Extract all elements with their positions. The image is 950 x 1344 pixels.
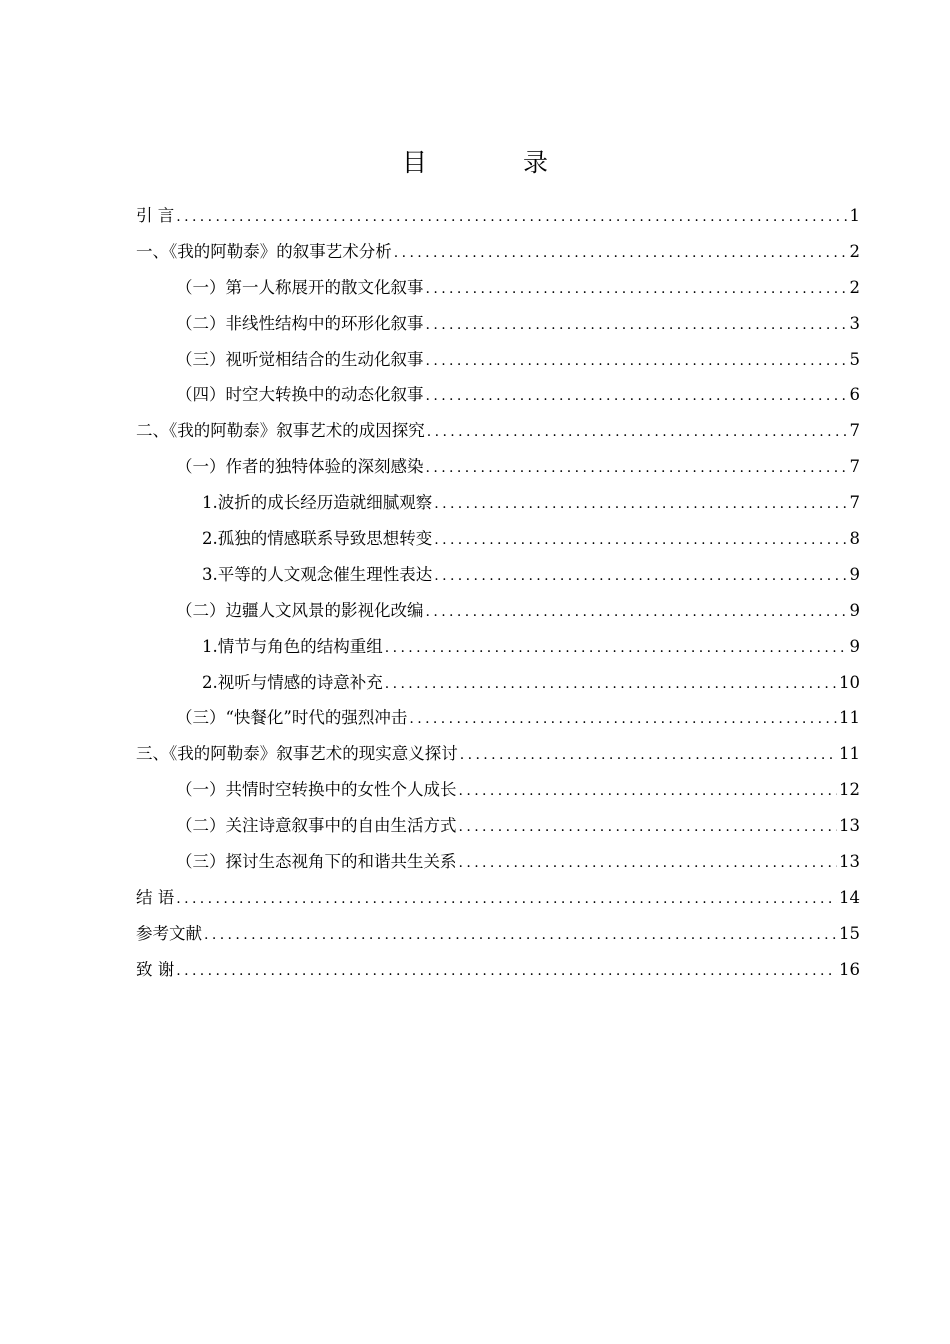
toc-entry-page-number: 11 bbox=[839, 744, 860, 764]
toc-entry[interactable] bbox=[136, 952, 860, 988]
toc-entry[interactable] bbox=[136, 413, 860, 449]
dot-leader bbox=[434, 487, 847, 521]
toc-entry-label: 1.波折的成长经历造就细腻观察 bbox=[202, 493, 433, 513]
toc-entry-page-number: 3 bbox=[849, 313, 860, 333]
toc-entry-page-number: 13 bbox=[839, 816, 860, 836]
toc-entry-label: 二、《我的阿勒泰》叙事艺术的成因探究 bbox=[136, 421, 425, 441]
toc-entry-page-number: 16 bbox=[839, 959, 860, 979]
dot-leader bbox=[385, 631, 848, 665]
toc-entry-page-number: 9 bbox=[849, 636, 860, 656]
dot-leader bbox=[426, 308, 848, 342]
toc-entry-label: （二）关注诗意叙事中的自由生活方式 bbox=[176, 816, 457, 836]
dot-leader bbox=[434, 523, 847, 557]
toc-entry[interactable] bbox=[136, 665, 860, 701]
dot-leader bbox=[426, 379, 848, 413]
dot-leader bbox=[434, 559, 847, 593]
toc-entry[interactable] bbox=[136, 880, 860, 916]
dot-leader bbox=[426, 344, 848, 378]
toc-entry-label: （四）时空大转换中的动态化叙事 bbox=[176, 385, 424, 405]
toc-entry[interactable] bbox=[136, 306, 860, 342]
toc-entry-page-number: 2 bbox=[849, 277, 860, 297]
toc-entry[interactable] bbox=[136, 808, 860, 844]
dot-leader bbox=[176, 954, 837, 988]
toc-entry-label: （三）视听觉相结合的生动化叙事 bbox=[176, 349, 424, 369]
dot-leader bbox=[459, 810, 838, 844]
table-of-contents bbox=[136, 198, 860, 988]
dot-leader bbox=[204, 918, 837, 952]
toc-entry-label: （一）作者的独特体验的深刻感染 bbox=[176, 457, 424, 477]
toc-entry-page-number: 12 bbox=[839, 780, 860, 800]
toc-entry-page-number: 7 bbox=[849, 493, 860, 513]
toc-title: 目 录 bbox=[402, 148, 592, 177]
toc-entry-label: 2.孤独的情感联系导致思想转变 bbox=[202, 529, 433, 549]
toc-entry-page-number: 7 bbox=[849, 457, 860, 477]
toc-entry-page-number: 2 bbox=[849, 241, 860, 261]
toc-entry[interactable] bbox=[136, 198, 860, 234]
toc-entry-label: （二）边疆人文风景的影视化改编 bbox=[176, 600, 424, 620]
toc-entry[interactable] bbox=[136, 342, 860, 378]
toc-entry-page-number: 13 bbox=[839, 852, 860, 872]
toc-entry[interactable] bbox=[136, 700, 860, 736]
toc-entry-page-number: 5 bbox=[849, 349, 860, 369]
toc-entry-page-number: 11 bbox=[839, 708, 860, 728]
dot-leader bbox=[394, 236, 848, 270]
toc-entry[interactable] bbox=[136, 844, 860, 880]
dot-leader bbox=[409, 702, 837, 736]
dot-leader bbox=[426, 272, 848, 306]
toc-entry-label: 1.情节与角色的结构重组 bbox=[202, 636, 383, 656]
toc-entry-label: （二）非线性结构中的环形化叙事 bbox=[176, 313, 424, 333]
toc-entry-page-number: 9 bbox=[849, 600, 860, 620]
toc-entry-label: 3.平等的人文观念催生理性表达 bbox=[202, 564, 433, 584]
toc-entry[interactable] bbox=[136, 629, 860, 665]
dot-leader bbox=[460, 738, 837, 772]
toc-entry-label: 参考文献 bbox=[136, 923, 202, 943]
toc-entry[interactable] bbox=[136, 449, 860, 485]
toc-entry[interactable] bbox=[136, 521, 860, 557]
toc-entry-page-number: 14 bbox=[839, 887, 860, 907]
toc-entry-label: 三、《我的阿勒泰》叙事艺术的现实意义探讨 bbox=[136, 744, 458, 764]
toc-entry[interactable] bbox=[136, 377, 860, 413]
toc-entry-label: （三）探讨生态视角下的和谐共生关系 bbox=[176, 852, 457, 872]
toc-entry[interactable] bbox=[136, 557, 860, 593]
dot-leader bbox=[426, 595, 848, 629]
toc-entry-label: （一）共情时空转换中的女性个人成长 bbox=[176, 780, 457, 800]
dot-leader bbox=[459, 846, 838, 880]
toc-entry-label: 2.视听与情感的诗意补充 bbox=[202, 672, 383, 692]
toc-entry-label: （一）第一人称展开的散文化叙事 bbox=[176, 277, 424, 297]
toc-entry[interactable] bbox=[136, 234, 860, 270]
toc-entry-page-number: 6 bbox=[849, 385, 860, 405]
toc-entry-page-number: 9 bbox=[849, 564, 860, 584]
toc-entry-page-number: 8 bbox=[849, 529, 860, 549]
toc-entry-page-number: 10 bbox=[839, 672, 860, 692]
dot-leader bbox=[459, 774, 838, 808]
toc-entry-label: 一、《我的阿勒泰》的叙事艺术分析 bbox=[136, 241, 392, 261]
toc-entry-page-number: 15 bbox=[839, 923, 860, 943]
toc-entry-label: 致 谢 bbox=[136, 959, 175, 979]
toc-entry-label: 引 言 bbox=[136, 206, 175, 225]
dot-leader bbox=[385, 667, 837, 701]
toc-entry-page-number: 1 bbox=[849, 206, 860, 225]
dot-leader bbox=[426, 451, 848, 485]
toc-entry[interactable] bbox=[136, 270, 860, 306]
toc-entry[interactable] bbox=[136, 485, 860, 521]
toc-entry[interactable] bbox=[136, 916, 860, 952]
toc-entry-page-number: 7 bbox=[849, 421, 860, 441]
dot-leader bbox=[176, 200, 847, 234]
toc-entry[interactable] bbox=[136, 593, 860, 629]
toc-entry-label: 结 语 bbox=[136, 887, 175, 907]
dot-leader bbox=[176, 882, 837, 916]
toc-entry[interactable] bbox=[136, 772, 860, 808]
toc-entry[interactable] bbox=[136, 736, 860, 772]
dot-leader bbox=[427, 415, 848, 449]
toc-entry-label: （三）“快餐化”时代的强烈冲击 bbox=[176, 708, 408, 728]
